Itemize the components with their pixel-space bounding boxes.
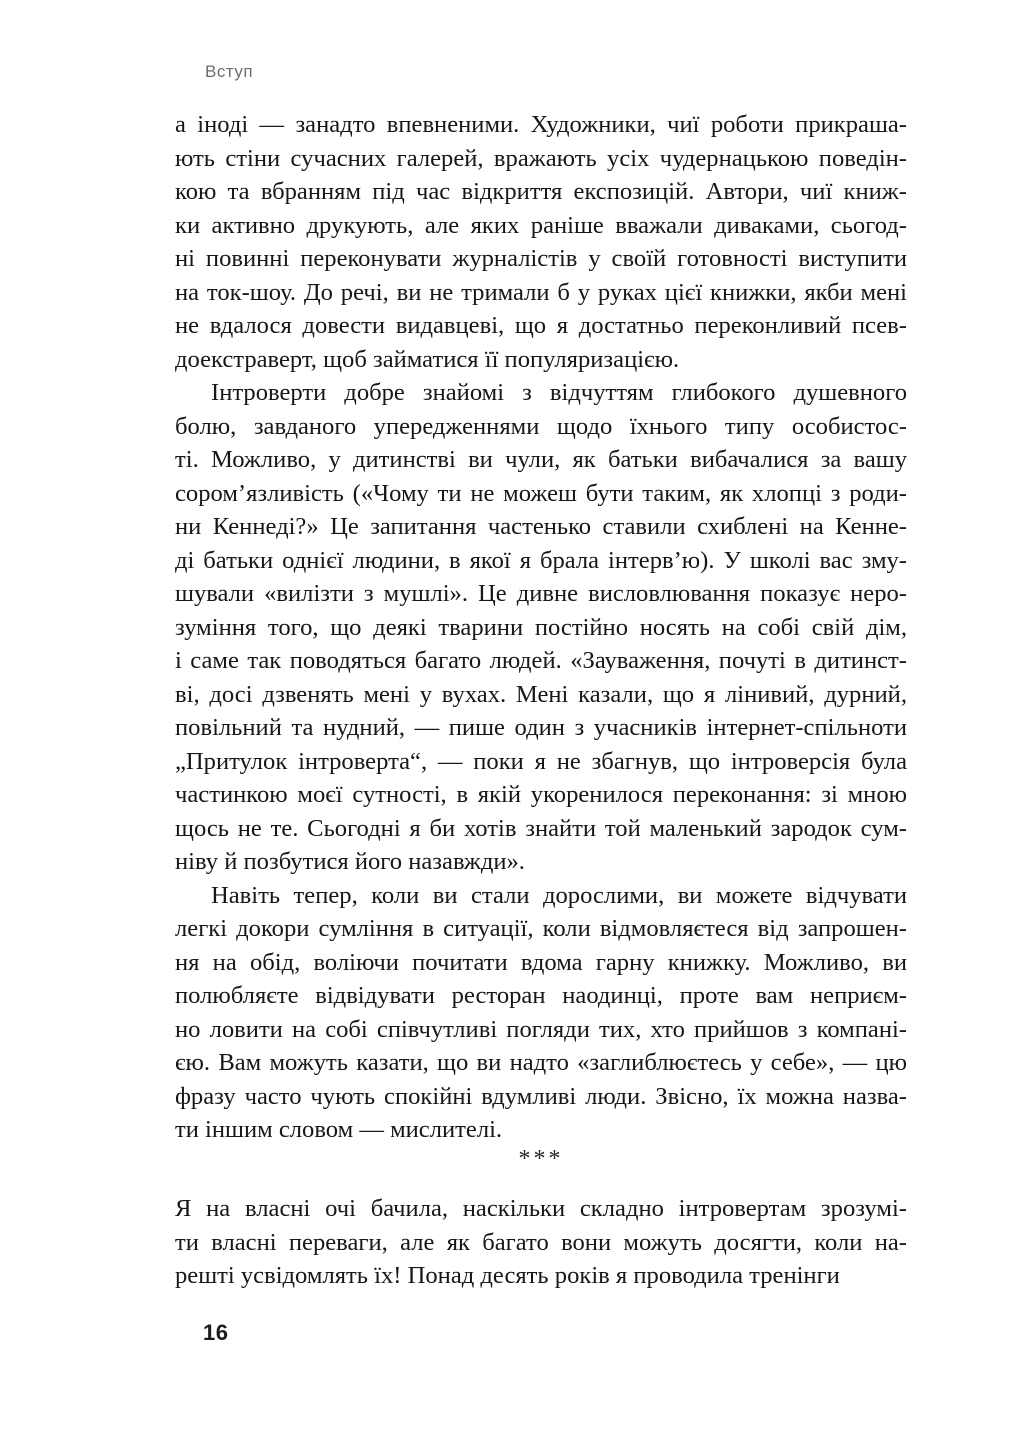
after-break-column [175,1192,907,1293]
text-line: ють стіни сучасних галерей, вражають усіх чудернацькою поведін- [175,144,907,172]
text-line: повільний та нудний, — пише один з учасників інтернет-спільноти [175,714,907,741]
text-line: ві, досі дзвенять мені у вухах. Мені казали, що я лінивий, дурний, [175,680,907,708]
text-line: ні повинні переконувати журналістів у своїй готовності виступити [175,245,907,272]
text-line: і саме так поводяться багато людей. «Зауваження, почуті в дитинст- [175,647,907,674]
paragraph-introverts [175,376,907,879]
text-line: шували «вилізти з мушлі». Це дивне висловлювання показує неро- [175,580,907,607]
text-line: ти іншим словом — мислителі. [175,1116,503,1143]
text-line: Інтроверти добре знайомі з відчуттям глибокого душевного [211,379,907,406]
text-line: не вдалося довести видавцеві, що я достатньо переконливий псев- [175,312,907,339]
text-line: ді батьки однієї людини, в якої я брала інтерв’ю). У школі вас зму- [175,546,907,574]
text-line: зуміння того, що деякі тварини постійно носять на собі свій дім, [175,613,907,641]
page-number: 16 [203,1320,229,1345]
text-line: „Притулок інтроверта“, — поки я не збагнув, що інтроверсія була [175,747,907,775]
text-line: но ловити на собі співчутливі погляди тих, хто прийшов з компані- [175,1015,907,1043]
section-break-asterisks: *** [518,1146,564,1172]
paragraph-witnessed [175,1192,907,1293]
text-line: полюбляєте відвідувати ресторан наодинці, проте вам неприєм- [175,982,907,1009]
text-line: фразу часто чують спокійні вдумливі люди. Звісно, їх можна назва- [175,1082,907,1110]
text-line: легкі докори сумління в ситуації, коли відмовляєтеся від запрошен- [175,915,907,942]
text-line: ни Кеннеді?» Це запитання частенько ставили схиблені на Кенне- [175,513,907,540]
text-line: єю. Вам можуть казати, що ви надто «заглиблюєтесь у себе», — цю [175,1049,907,1076]
text-line: щось не те. Сьогодні я би хотів знайти той маленький зародок сум- [175,814,907,842]
text-line: Навіть тепер, коли ви стали дорослими, ви можете відчувати [211,881,907,909]
text-line: Я на власні очі бачила, наскільки складно інтровертам зрозумі- [175,1195,907,1222]
text-line: решті усвідомлять їх! Понад десять років я проводила тренінги [175,1262,840,1289]
text-line: ки активно друкують, але яких раніше вважали диваками, сьогод- [175,211,907,239]
text-line: болю, завданого упередженнями щодо їхнього типу особистос- [175,412,907,440]
text-line: сором’язливість («Чому ти не можеш бути таким, як хлопці з роди- [175,479,907,507]
main-text-column [175,108,907,1147]
paragraph-even-now [175,879,907,1147]
text-line: доекстраверт, щоб займатися її популяризацією. [175,345,680,373]
text-line: ня на обід, воліючи почитати вдома гарну книжку. Можливо, ви [175,948,907,976]
running-header: Вступ [205,62,254,81]
paragraph-continued [175,108,907,376]
text-line: ніву й позбутися його назавжди». [175,848,525,875]
text-line: кою та вбранням під час відкриття експозицій. Автори, чиї книж- [175,178,907,205]
text-line: ти власні переваги, але як багато вони можуть досягти, коли на- [175,1228,907,1256]
text-line: ті. Можливо, у дитинстві ви чули, як батьки вибачалися за вашу [175,446,907,473]
text-line: а іноді — занадто впевненими. Художники, чиї роботи прикраша- [175,111,907,138]
text-line: на ток-шоу. До речі, ви не тримали б у руках цієї книжки, якби мені [175,278,907,306]
text-line: частинкою моєї сутності, в якій укоренилося переконання: зі мною [175,781,907,808]
